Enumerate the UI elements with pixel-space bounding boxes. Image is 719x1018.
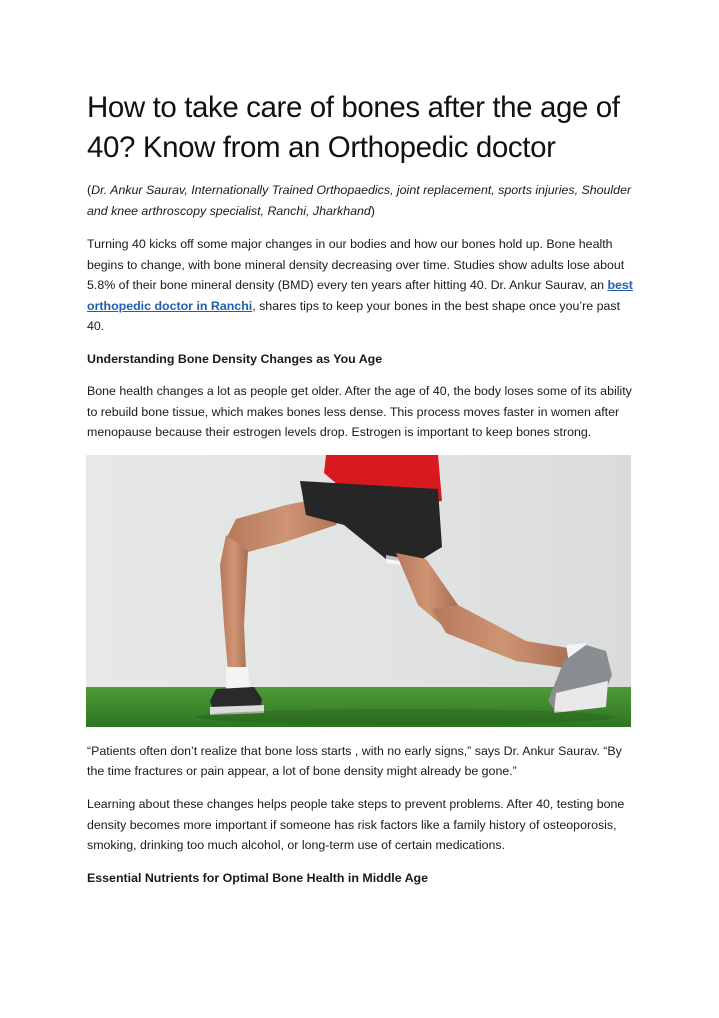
intro-text-after-link: , shares tips to keep your bones in the best shape once you’re past 40. xyxy=(87,298,621,334)
section-heading-bone-density: Understanding Bone Density Changes as You Age xyxy=(87,351,383,366)
doctor-quote: “Patients often don’t realize that bone loss starts , with no early signs,” says Dr. Ankur Saurav. “By the time fractures or pain appear, a lot of bone density might already be gone.” xyxy=(87,743,622,779)
byline-text: Dr. Ankur Saurav, Internationally Trained Orthopaedics, joint replacement, sports injuries, Shoulder and knee arthroscopy specialist, Ranchi, Jharkhand xyxy=(87,183,632,218)
author-byline xyxy=(87,180,635,222)
byline-open-paren: ( xyxy=(87,183,92,197)
intro-paragraph xyxy=(87,234,635,337)
bone-density-paragraph: Bone health changes a lot as people get older. After the age of 40, the body loses some of its ability to rebuild bone tissue, which makes bones less dense. This process moves faster in women after menopause because their estrogen levels drop. Estrogen is important to keep bones strong. xyxy=(87,383,632,440)
intro-text-before-link: Turning 40 kicks off some major changes in our bodies and how our bones hold up. Bone health begins to change, with bone mineral density decreasing over time. Studies show adults lose about 5.8% of their bone mineral density (BMD) every ten years after hitting 40. Dr. Ankur Saurav, an xyxy=(87,237,625,293)
orthopedic-doctor-link[interactable]: best orthopedic doctor in Ranchi xyxy=(87,278,633,313)
lunge-exercise-photo xyxy=(86,455,631,727)
article xyxy=(87,88,635,888)
article-title: How to take care of bones after the age of 40? Know from an Orthopedic doctor xyxy=(87,91,620,164)
section-heading-nutrients: Essential Nutrients for Optimal Bone Health in Middle Age xyxy=(87,870,429,885)
byline-close-paren: ) xyxy=(370,204,375,218)
bone-testing-paragraph: Learning about these changes helps people take steps to prevent problems. After 40, testing bone density becomes more important if someone has risk factors like a family history of osteoporosis, smoking, drinking too much alcohol, or long-term use of certain medications. xyxy=(87,796,625,853)
